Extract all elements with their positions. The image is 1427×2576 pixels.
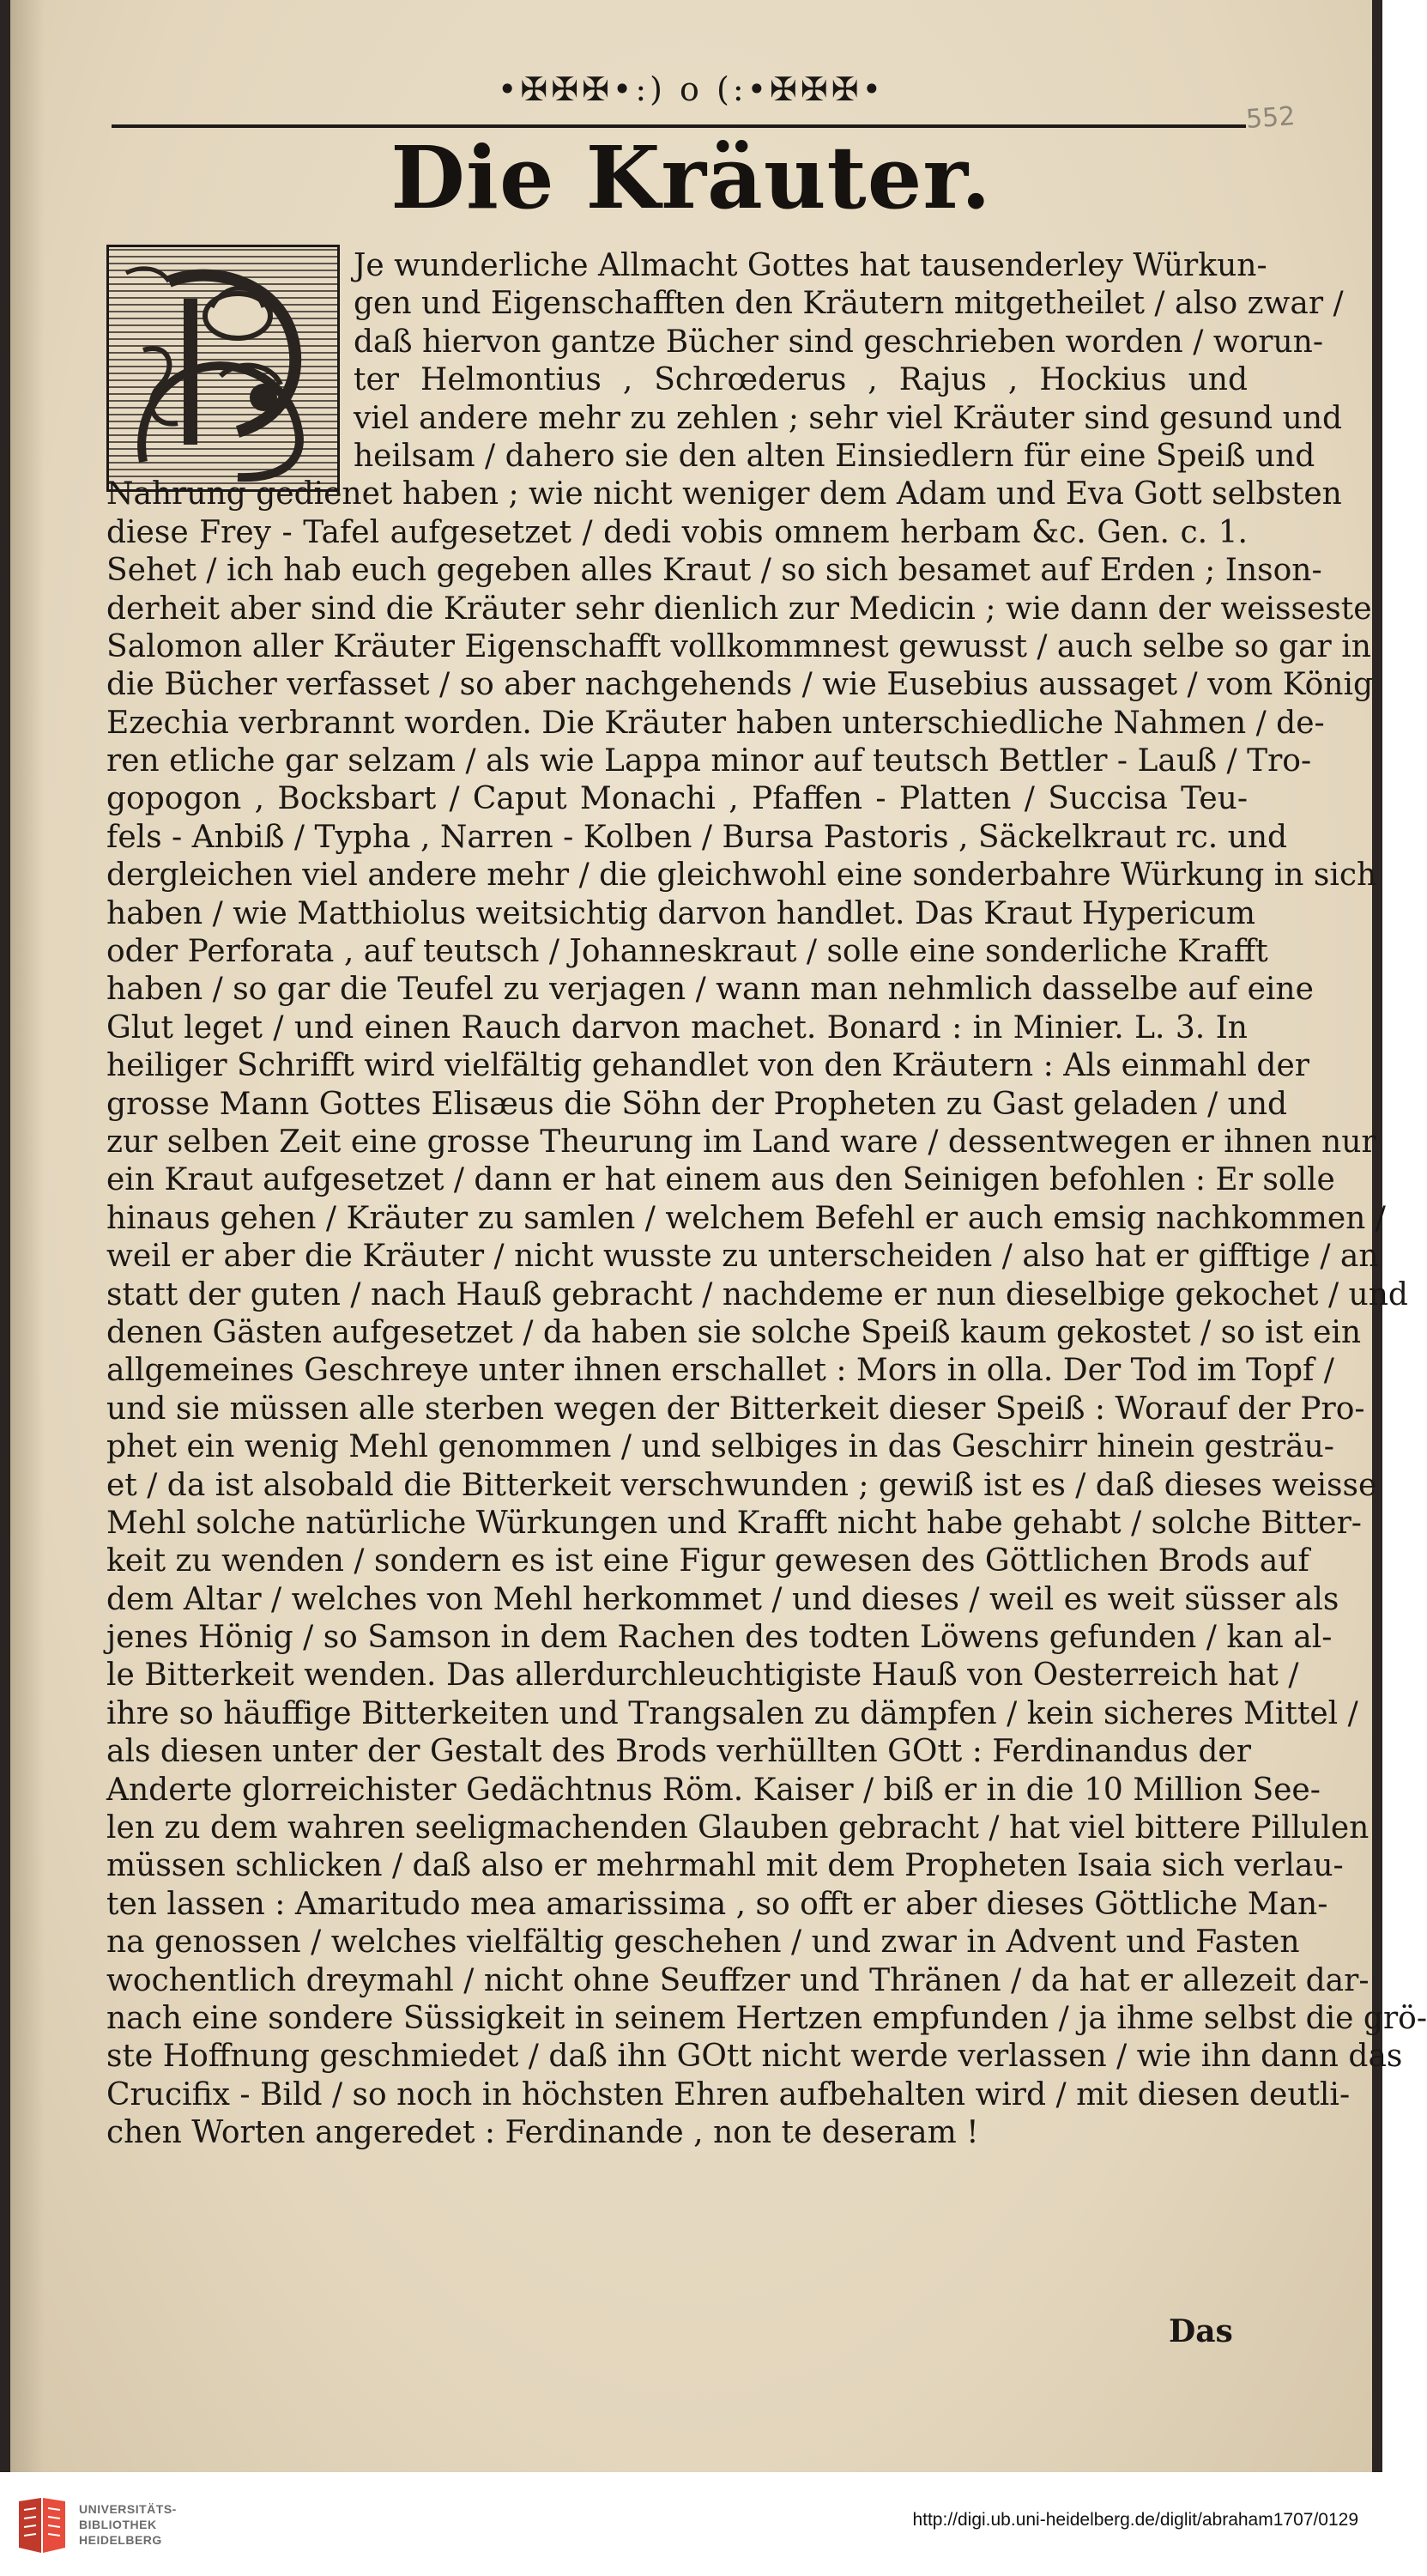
text-line: grosse Mann Gottes Elisæus die Söhn der Propheten zu Gast geladen / und	[106, 1086, 1288, 1122]
text-line: le Bitterkeit wenden. Das allerdurchleuchtigiste Hauß von Oesterreich hat /	[106, 1658, 1299, 1694]
text-line: Salomon aller Kräuter Eigenschafft vollkommnest gewusst / auch selbe so gar in	[106, 628, 1371, 664]
text-line: denen Gästen aufgesetzet / da haben sie solche Speiß kaum gekostet / so ist ein	[106, 1314, 1362, 1350]
header-ornament: •✠✠✠•:) o (:•✠✠✠•	[498, 70, 885, 108]
catchword: Das	[1169, 2313, 1233, 2349]
body-text	[106, 247, 1427, 2153]
text-line: ren etliche gar selzam / als wie Lappa minor auf teutsch Bettler - Lauß / Tro-	[106, 743, 1312, 779]
text-line: derheit aber sind die Kräuter sehr dienlich zur Medicin ; wie dann der weisseste	[106, 591, 1372, 627]
text-line: nach eine sondere Süssigkeit in seinem Hertzen empfunden / ja ihme selbst die grö-	[106, 2000, 1427, 2036]
text-line: viel andere mehr zu zehlen ; sehr viel Kräuter sind gesund und	[354, 400, 1343, 436]
text-line: fels - Anbiß / Typha , Narren - Kolben / Bursa Pastoris , Säckelkraut rc. und	[106, 819, 1288, 855]
text-line: keit zu wenden / sondern es ist eine Figur gewesen des Göttlichen Brods auf	[106, 1543, 1309, 1579]
text-line: Glut leget / und einen Rauch darvon machet. Bonard : in Minier. L. 3. In	[106, 1009, 1248, 1046]
text-line: ihre so häuffige Bitterkeiten und Trangsalen zu dämpfen / kein sicheres Mittel /	[106, 1695, 1358, 1731]
text-line: et / da ist alsobald die Bitterkeit verschwunden ; gewiß ist es / daß dieses weisse	[106, 1467, 1377, 1503]
text-line: oder Perforata , auf teutsch / Johanneskraut / solle eine sonderliche Krafft	[106, 934, 1268, 970]
page-title: Die Kräuter.	[390, 127, 992, 228]
logo-line-3: HEIDELBERG	[79, 2533, 162, 2547]
text-line: Mehl solche natürliche Würkungen und Krafft nicht habe gehabt / solche Bitter-	[106, 1505, 1362, 1541]
text-line: ten lassen : Amaritudo mea amarissima , so offt er aber dieses Göttliche Man-	[106, 1886, 1328, 1922]
scanned-page	[10, 0, 1427, 2472]
text-line: Ezechia verbrannt worden. Die Kräuter haben unterschiedliche Nahmen / de-	[106, 705, 1325, 741]
university-logo	[15, 2496, 69, 2556]
text-line: als diesen unter der Gestalt des Brods verhüllten GOtt : Ferdinandus der	[106, 1734, 1251, 1770]
text-line: ste Hoffnung geschmiedet / daß ihn GOtt nicht werde verlassen / wie ihn dann das	[106, 2039, 1403, 2075]
text-line: Sehet / ich hab euch gegeben alles Kraut / so sich besamet auf Erden ; Inson-	[106, 553, 1322, 589]
source-url-link[interactable]: http://digi.ub.uni-heidelberg.de/diglit/abraham1707/0129	[912, 2510, 1358, 2530]
text-line: wochentlich dreymahl / nicht ohne Seuffzer und Thränen / da hat er allezeit dar-	[106, 1962, 1370, 1998]
heidelberg-seal-icon	[15, 2496, 69, 2556]
text-line: dem Altar / welches von Mehl herkommet / und dieses / weil es weit süsser als	[106, 1581, 1339, 1617]
text-line: daß hiervon gantze Bücher sind geschrieben worden / worun-	[354, 324, 1323, 360]
text-line: müssen schlicken / daß also er mehrmahl mit dem Propheten Isaia sich verlau-	[106, 1848, 1344, 1884]
text-line: chen Worten angeredet : Ferdinande , non te deseram !	[106, 2115, 979, 2151]
footer	[0, 2472, 1382, 2576]
university-name	[79, 2501, 177, 2548]
text-line: Anderte glorreichister Gedächtnus Röm. Kaiser / biß er in die 10 Million See-	[106, 1772, 1321, 1808]
text-line: Nahrung gedienet haben ; wie nicht weniger dem Adam und Eva Gott selbsten	[106, 476, 1342, 512]
page-gutter-shadow	[10, 0, 45, 2472]
text-line: dergleichen viel andere mehr / die gleichwohl eine sonderbahre Würkung in sich	[106, 858, 1377, 894]
text-line: hinaus gehen / Kräuter zu samlen / welchem Befehl er auch emsig nachkommen /	[106, 1200, 1386, 1236]
text-line: heilsam / dahero sie den alten Einsiedlern für eine Speiß und	[354, 438, 1315, 474]
text-line: die Bücher verfasset / so aber nachgehends / wie Eusebius aussaget / vom König	[106, 667, 1374, 703]
logo-line-2: BIBLIOTHEK	[79, 2518, 157, 2531]
text-line: phet ein wenig Mehl genommen / und selbiges in das Geschirr hinein gesträu-	[106, 1429, 1334, 1465]
text-line: haben / wie Matthiolus weitsichtig darvon handlet. Das Kraut Hypericum	[106, 895, 1256, 931]
text-line: jenes Hönig / so Samson in dem Rachen des todten Löwens gefunden / kan al-	[106, 1620, 1333, 1656]
text-line: und sie müssen alle sterben wegen der Bitterkeit dieser Speiß : Worauf der Pro-	[106, 1391, 1365, 1427]
logo-line-1: UNIVERSITÄTS-	[79, 2502, 177, 2516]
text-line: len zu dem wahren seeligmachenden Glauben gebracht / hat viel bittere Pillulen	[106, 1810, 1370, 1846]
text-line: na genossen / welches vielfältig geschehen / und zwar in Advent und Fasten	[106, 1924, 1300, 1961]
handwritten-page-number: 552	[1244, 101, 1297, 135]
text-line: allgemeines Geschreye unter ihnen erschallet : Mors in olla. Der Tod im Topf /	[106, 1353, 1334, 1389]
text-line: statt der guten / nach Hauß gebracht / nachdeme er nun dieselbige gekochet / und	[106, 1276, 1408, 1312]
text-line: heiliger Schrifft wird vielfältig gehandlet von den Kräutern : Als einmahl der	[106, 1048, 1309, 1084]
text-line: ein Kraut aufgesetzet / dann er hat einem aus den Seinigen befohlen : Er solle	[106, 1162, 1335, 1198]
text-line: weil er aber die Kräuter / nicht wusste zu unterscheiden / also hat er gifftige / an	[106, 1239, 1379, 1275]
text-line: Crucifix - Bild / so noch in höchsten Ehren aufbehalten wird / mit diesen deutli-	[106, 2076, 1351, 2112]
text-line: diese Frey - Tafel aufgesetzet / dedi vobis omnem herbam &c. Gen. c. 1.	[106, 514, 1248, 550]
text-line: ter Helmontius , Schrœderus , Rajus , Hockius und	[354, 362, 1248, 398]
text-line: gen und Eigenschafften den Kräutern mitgetheilet / also zwar /	[354, 286, 1344, 322]
text-line: zur selben Zeit eine grosse Theurung im Land ware / dessentwegen er ihnen nur	[106, 1124, 1376, 1160]
text-line: gopogon , Bocksbart / Caput Monachi , Pfaffen - Platten / Succisa Teu-	[106, 781, 1248, 817]
text-line: Je wunderliche Allmacht Gottes hat tausenderley Würkun-	[354, 248, 1267, 283]
text-line: haben / so gar die Teufel zu verjagen / wann man nehmlich dasselbe auf eine	[106, 972, 1314, 1008]
